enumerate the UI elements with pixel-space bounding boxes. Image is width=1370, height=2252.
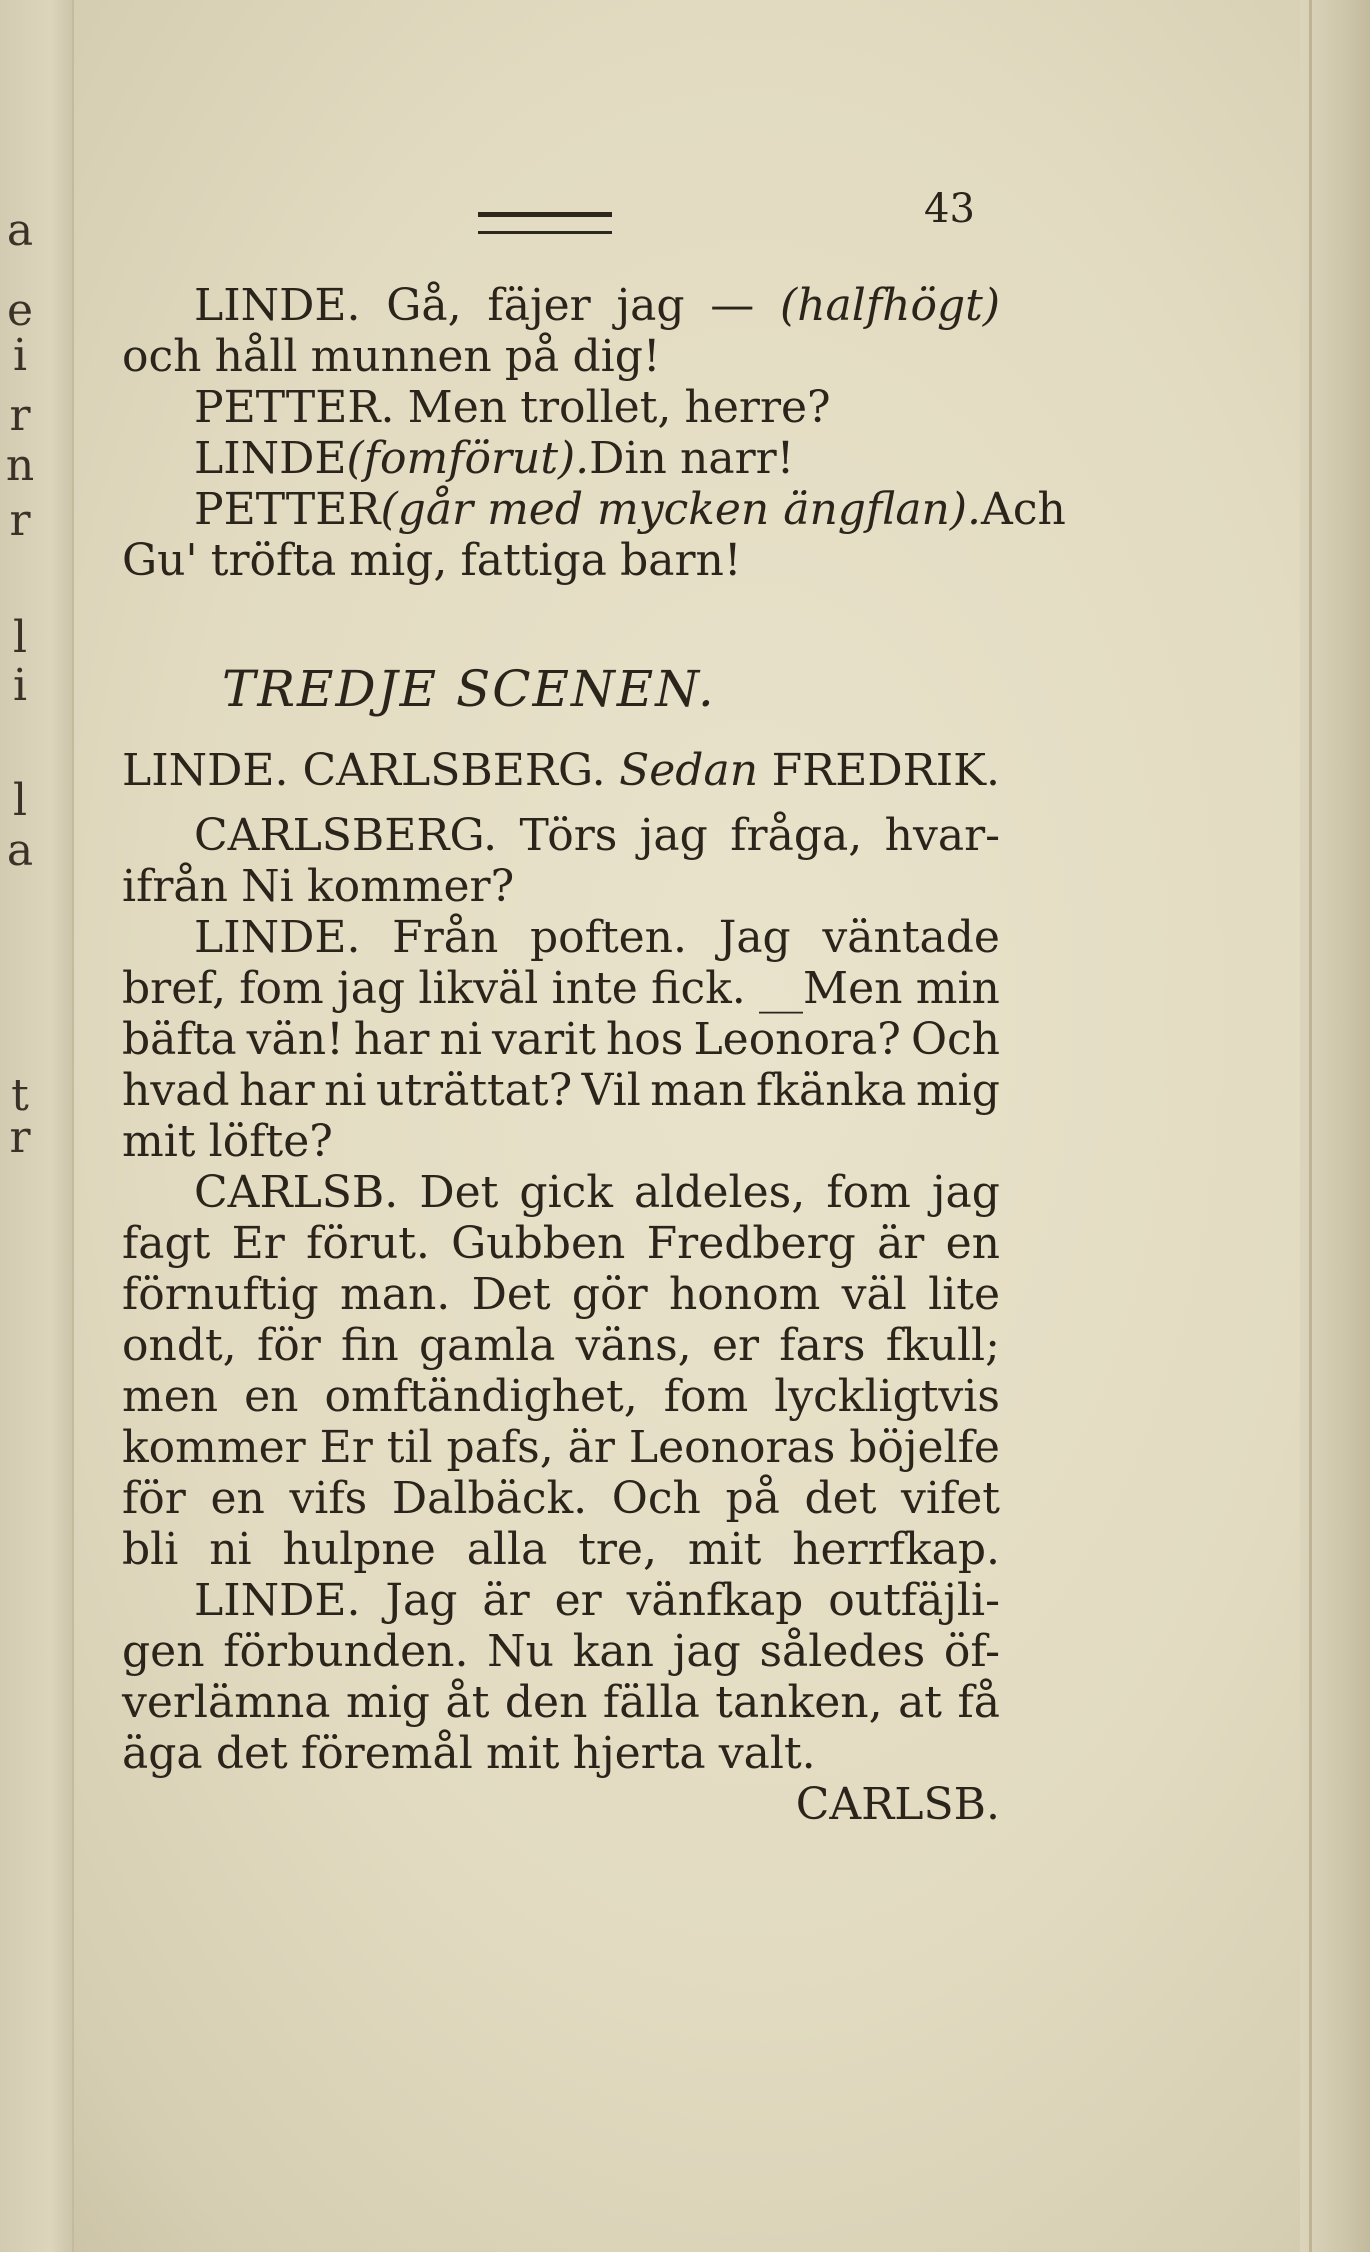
word: ondt, [122, 1320, 237, 1371]
word: Och [910, 1014, 1000, 1065]
word: CARLSBERG. [194, 810, 498, 861]
word: öf- [943, 1626, 1000, 1677]
word: kommer? [306, 861, 515, 912]
cast-after: FREDRIK. [771, 745, 1000, 796]
text-line [122, 1320, 1000, 1371]
text-line [122, 1218, 1000, 1269]
text-line [122, 1524, 1000, 1575]
word: tröfta [210, 535, 337, 586]
text-line [122, 1371, 1000, 1422]
page-number: 43 [924, 186, 975, 232]
word: gen [122, 1626, 205, 1677]
word: få [957, 1677, 1000, 1728]
word: herrfkap. [792, 1524, 1000, 1575]
text-line [122, 810, 1000, 861]
word: föremål [300, 1728, 473, 1779]
text-line [122, 1269, 1000, 1320]
word: (fom [346, 433, 449, 484]
word: aldeles, [634, 1167, 806, 1218]
word: Gubben [451, 1218, 626, 1269]
word: hulpne [282, 1524, 436, 1575]
word: mit [687, 1524, 762, 1575]
word: tre, [578, 1524, 657, 1575]
text-line [122, 1626, 1000, 1677]
word: Dalbäck. [391, 1473, 588, 1524]
word: vifet [901, 1473, 1000, 1524]
word: fäjer [487, 280, 591, 331]
word: på [504, 331, 560, 382]
word: pafs, [446, 1422, 554, 1473]
word: har [239, 1065, 315, 1116]
word: Det [419, 1167, 499, 1218]
word: Nu [487, 1626, 555, 1677]
word: för [122, 1473, 186, 1524]
margin-letter: l [12, 612, 28, 663]
word: mig [915, 1065, 1000, 1116]
dialogue-block-2 [122, 810, 1000, 1779]
word: til [386, 1422, 433, 1473]
catchword-line [122, 1779, 1000, 1830]
word: Det [471, 1269, 551, 1320]
text-line [122, 1677, 1000, 1728]
word: för [256, 1320, 321, 1371]
word: hjerta [572, 1728, 706, 1779]
word: förnuftig [122, 1269, 319, 1320]
word: kan [572, 1626, 654, 1677]
word: böjelfe [849, 1422, 1000, 1473]
word: bli [122, 1524, 179, 1575]
word: väntade [822, 912, 1000, 963]
word: er [711, 1320, 760, 1371]
text-line [122, 1065, 1000, 1116]
word: Ach [981, 484, 1066, 535]
margin-letter: e [6, 285, 34, 336]
word: således [759, 1626, 926, 1677]
word: Törs [519, 810, 618, 861]
word: löfte? [208, 1116, 333, 1167]
text-line [122, 535, 1000, 586]
word: lite [928, 1269, 1000, 1320]
text-line [122, 484, 1066, 535]
word: mit [122, 1116, 196, 1167]
word: outfäjli- [828, 1575, 1000, 1626]
word: LINDE. [194, 1575, 361, 1626]
word: man. [340, 1269, 451, 1320]
word: en [945, 1218, 1000, 1269]
word: vänfkap [626, 1575, 804, 1626]
text-line [122, 963, 1000, 1014]
word: gamla [418, 1320, 556, 1371]
word: fkull; [885, 1320, 1000, 1371]
margin-letter: i [12, 660, 28, 711]
word: förbunden. [223, 1626, 469, 1677]
word: mit [485, 1728, 560, 1779]
margin-letter: r [9, 1112, 31, 1163]
word: ni [324, 1065, 367, 1116]
text-line [122, 1014, 1000, 1065]
word: jag [672, 1626, 741, 1677]
word: omftändighet, [324, 1371, 638, 1422]
word: fom [826, 1167, 911, 1218]
word: (går med mycken ängflan). [380, 484, 982, 535]
text-line [122, 912, 1000, 963]
word: LINDE [194, 433, 347, 484]
word: LINDE. [194, 912, 361, 963]
word: likväl [418, 963, 539, 1014]
margin-letter: a [6, 825, 34, 876]
cast-sedan: Sedan [619, 745, 759, 796]
word: Jag [385, 1575, 458, 1626]
text-line [122, 1575, 1000, 1626]
word: — [710, 280, 755, 331]
word: håll [214, 331, 298, 382]
cast-list [122, 745, 1000, 796]
margin-letter: i [12, 330, 28, 381]
word: jag [931, 1167, 1000, 1218]
word: ifrån [122, 861, 228, 912]
word: en [244, 1371, 299, 1422]
word: verlämna [122, 1677, 331, 1728]
word: bäfta [122, 1014, 237, 1065]
text-line [122, 280, 1000, 331]
word: gick [519, 1167, 613, 1218]
word: är [567, 1422, 615, 1473]
word: fälla [602, 1677, 700, 1728]
word: fom [663, 1371, 749, 1422]
word: lyckligtvis [774, 1371, 1000, 1422]
text-line [122, 382, 1000, 433]
word: Ni [241, 861, 294, 912]
word: mig, [349, 535, 448, 586]
word: (halfhögt) [780, 280, 1000, 331]
word: och [122, 331, 202, 382]
text-line [122, 1473, 1000, 1524]
word: barn! [620, 535, 742, 586]
word: förut. [306, 1218, 430, 1269]
word: Från [392, 912, 499, 963]
word: vän! [246, 1014, 344, 1065]
word: munnen [310, 331, 492, 382]
word: fom [239, 963, 324, 1014]
word: Jag [718, 912, 791, 963]
margin-letter: r [9, 390, 31, 441]
previous-page-edge [0, 0, 74, 2252]
word: äga [122, 1728, 203, 1779]
word: tanken, [715, 1677, 883, 1728]
word: det [215, 1728, 288, 1779]
word: Fredberg [646, 1218, 856, 1269]
word: alla [466, 1524, 548, 1575]
text-line [122, 1116, 1000, 1167]
word: fars [779, 1320, 866, 1371]
cast-names: LINDE. CARLSBERG. [122, 745, 606, 796]
word: CARLSB. [194, 1167, 399, 1218]
word: fkänka [756, 1065, 907, 1116]
word: ni [439, 1014, 482, 1065]
word: jag [639, 810, 708, 861]
word: ni [209, 1524, 252, 1575]
text-line [122, 1728, 1000, 1779]
text-line [122, 331, 1000, 382]
margin-letter: t [11, 1070, 29, 1121]
word: gör [571, 1269, 648, 1320]
word: kommer [122, 1422, 306, 1473]
scene-title: TREDJE SCENEN. [222, 660, 716, 718]
word: poften. [530, 912, 687, 963]
word: har [353, 1014, 430, 1065]
text-line [122, 433, 1000, 484]
word: Men [407, 382, 508, 433]
word: Er [319, 1422, 373, 1473]
word: Din [589, 433, 667, 484]
word: fattiga [460, 535, 607, 586]
page-edge-line [1309, 0, 1312, 2252]
word: är [877, 1218, 925, 1269]
word: förut). [448, 433, 590, 484]
body-text [122, 280, 1066, 1830]
word: är [482, 1575, 530, 1626]
word: narr! [680, 433, 795, 484]
header-rule [478, 212, 612, 234]
word: honom [668, 1269, 821, 1320]
word: jag [616, 280, 685, 331]
margin-letter: r [9, 495, 31, 546]
word: Och [611, 1473, 701, 1524]
word: __Men [759, 963, 903, 1014]
word: Vil [581, 1065, 641, 1116]
word: jag [337, 963, 406, 1014]
word: Er [231, 1218, 285, 1269]
word: Gå, [386, 280, 462, 331]
word: men [122, 1371, 219, 1422]
word: fin [341, 1320, 399, 1371]
catchword: CARLSB. [795, 1779, 1000, 1830]
word: på [725, 1473, 780, 1524]
word: min [915, 963, 1000, 1014]
word: fagt [122, 1218, 211, 1269]
word: hvad [122, 1065, 230, 1116]
text-line [122, 1422, 1000, 1473]
word: dig! [572, 331, 661, 382]
word: åt [445, 1677, 490, 1728]
word: at [898, 1677, 942, 1728]
word: Leonora? [693, 1014, 901, 1065]
word: valt. [718, 1728, 816, 1779]
word: PETTER. [194, 382, 395, 433]
word: väns, [575, 1320, 692, 1371]
word: väl [841, 1269, 907, 1320]
word: det [804, 1473, 877, 1524]
word: hos [605, 1014, 684, 1065]
word: uträttat? [376, 1065, 573, 1116]
word: fråga, [730, 810, 863, 861]
word: man [650, 1065, 747, 1116]
word: trollet, [520, 382, 672, 433]
word: vifs [289, 1473, 368, 1524]
margin-letter: a [6, 205, 34, 256]
word: Leonoras [628, 1422, 836, 1473]
word: inte [551, 963, 638, 1014]
word: den [504, 1677, 588, 1728]
word: mig [346, 1677, 430, 1728]
word: PETTER [194, 484, 381, 535]
word: er [554, 1575, 602, 1626]
word: varit [492, 1014, 596, 1065]
word: fick. [651, 963, 746, 1014]
word: hvar- [884, 810, 1000, 861]
word: LINDE. [194, 280, 361, 331]
dialogue-block-1 [122, 280, 1066, 586]
margin-letter: n [5, 440, 35, 491]
word: bref, [122, 963, 226, 1014]
word: en [210, 1473, 265, 1524]
text-line [122, 861, 1000, 912]
margin-letter: l [12, 775, 28, 826]
word: Gu' [122, 535, 198, 586]
word: herre? [684, 382, 831, 433]
text-line [122, 1167, 1000, 1218]
